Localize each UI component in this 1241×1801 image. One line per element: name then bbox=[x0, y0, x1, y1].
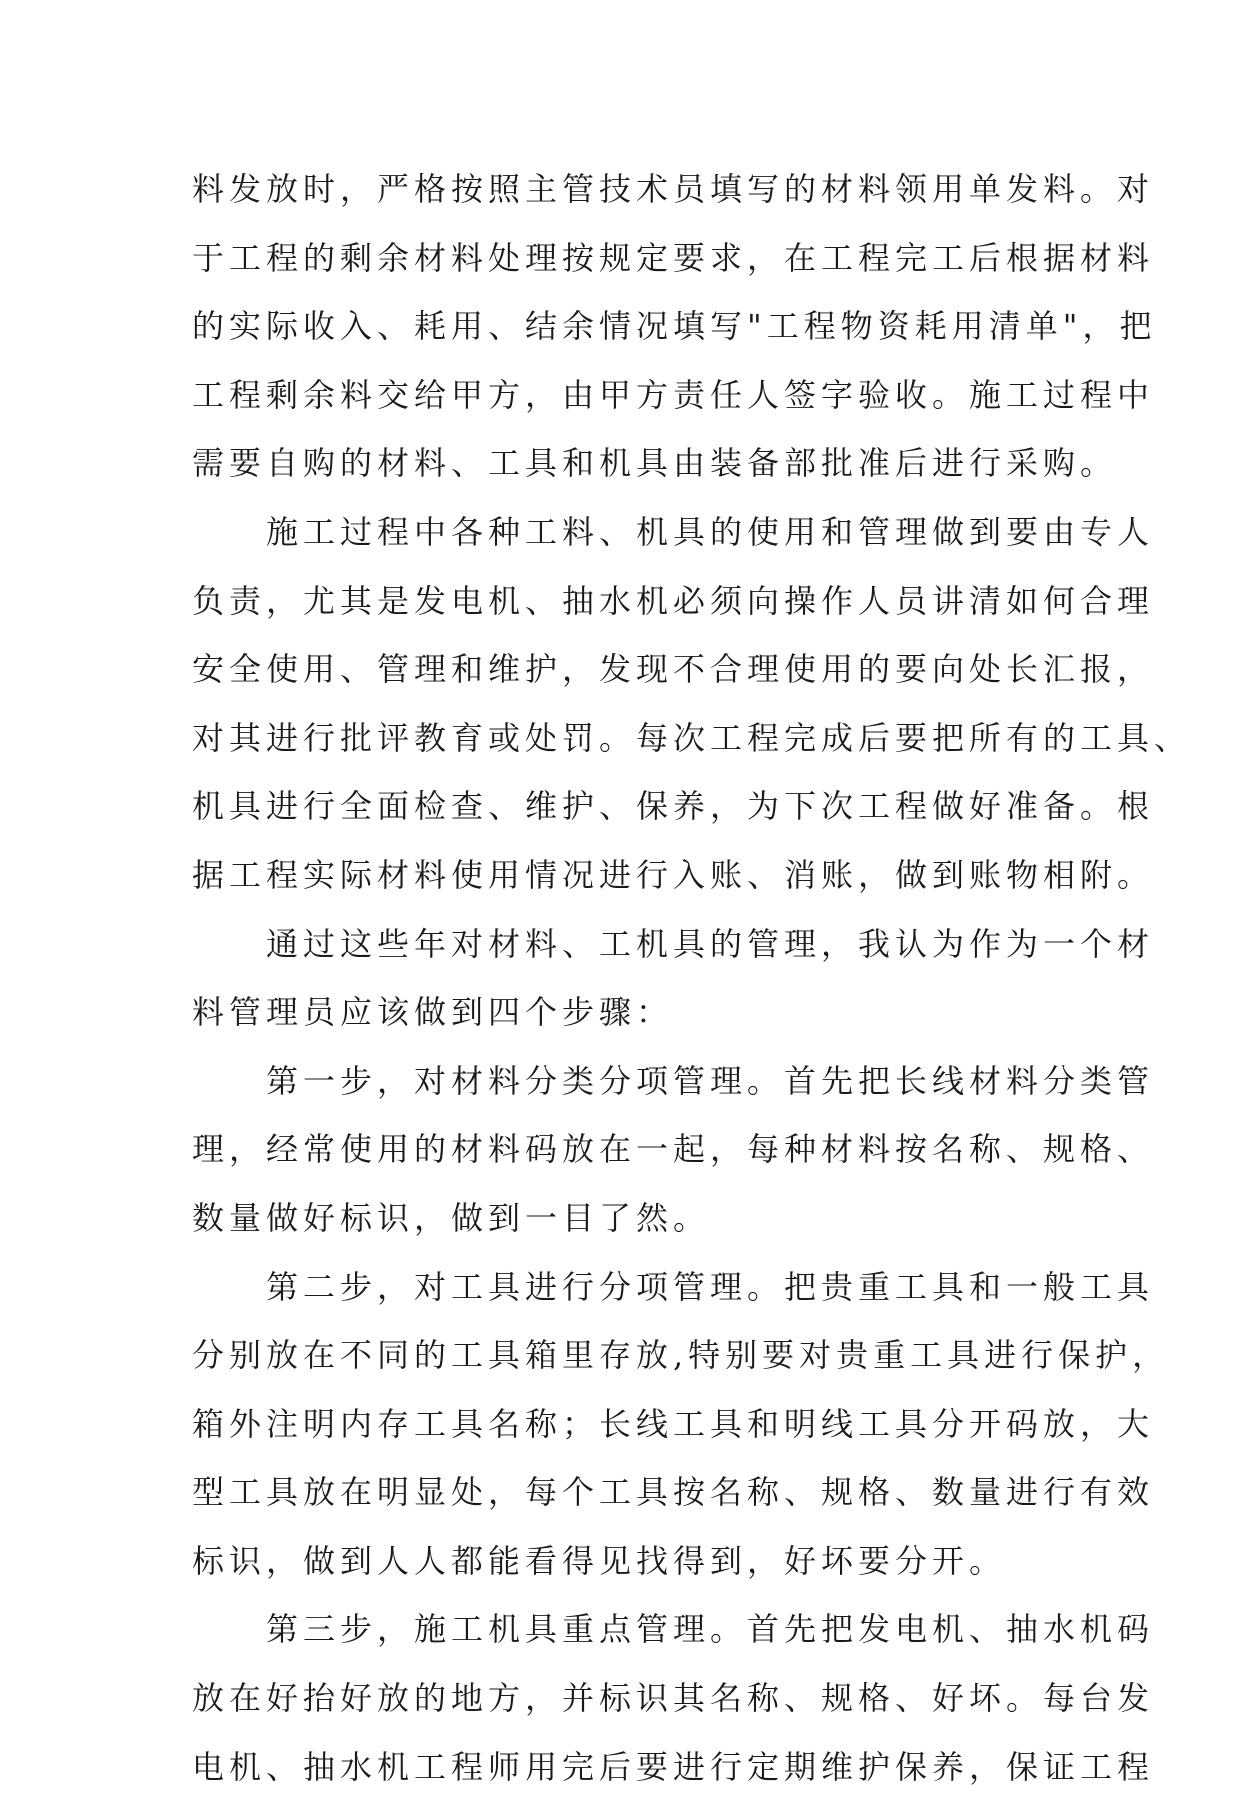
text-line: 负责，尤其是发电机、抽水机必须向操作人员讲清如何合理 bbox=[192, 581, 1155, 620]
text-line: 于工程的剩余材料处理按规定要求，在工程完工后根据材料 bbox=[192, 238, 1155, 277]
body-text bbox=[192, 155, 1192, 1801]
text-line: 标识，做到人人都能看得见找得到，好坏要分开。 bbox=[192, 1541, 1007, 1580]
text-line: 型工具放在明显处，每个工具按名称、规格、数量进行有效 bbox=[192, 1473, 1155, 1512]
text-line: 料管理员应该做到四个步骤： bbox=[192, 993, 674, 1032]
text-line: 需要自购的材料、工具和机具由装备部批准后进行采购。 bbox=[192, 444, 1118, 483]
text-line: 的实际收入、耗用、结余情况填写"工程物资耗用清单"，把 bbox=[192, 307, 1157, 346]
text-line: 箱外注明内存工具名称；长线工具和明线工具分开码放，大 bbox=[192, 1404, 1155, 1443]
text-line: 放在好抬好放的地方，并标识其名称、规格、好坏。每台发 bbox=[192, 1679, 1155, 1718]
text-line: 施工过程中各种工料、机具的使用和管理做到要由专人 bbox=[192, 512, 1155, 551]
text-line: 对其进行批评教育或处罚。每次工程完成后要把所有的工具、 bbox=[192, 718, 1192, 757]
text-line: 工程剩余料交给甲方，由甲方责任人签字验收。施工过程中 bbox=[192, 375, 1155, 414]
text-line: 通过这些年对材料、工机具的管理，我认为作为一个材 bbox=[192, 924, 1155, 963]
text-line: 电机、抽水机工程师用完后要进行定期维护保养，保证工程 bbox=[192, 1747, 1155, 1786]
text-line: 第二步，对工具进行分项管理。把贵重工具和一般工具 bbox=[192, 1267, 1155, 1306]
text-line: 分别放在不同的工具箱里存放,特别要对贵重工具进行保护， bbox=[192, 1336, 1170, 1375]
text-line: 机具进行全面检查、维护、保养，为下次工程做好准备。根 bbox=[192, 787, 1155, 826]
text-line: 理，经常使用的材料码放在一起，每种材料按名称、规格、 bbox=[192, 1130, 1155, 1169]
text-line: 安全使用、管理和维护，发现不合理使用的要向处长汇报， bbox=[192, 650, 1155, 689]
text-line: 第三步，施工机具重点管理。首先把发电机、抽水机码 bbox=[192, 1610, 1155, 1649]
text-line: 料发放时，严格按照主管技术员填写的材料领用单发料。对 bbox=[192, 170, 1155, 208]
text-line: 第一步，对材料分类分项管理。首先把长线材料分类管 bbox=[192, 1061, 1155, 1100]
text-line: 数量做好标识，做到一目了然。 bbox=[192, 1198, 711, 1237]
text-line: 据工程实际材料使用情况进行入账、消账，做到账物相附。 bbox=[192, 855, 1155, 894]
